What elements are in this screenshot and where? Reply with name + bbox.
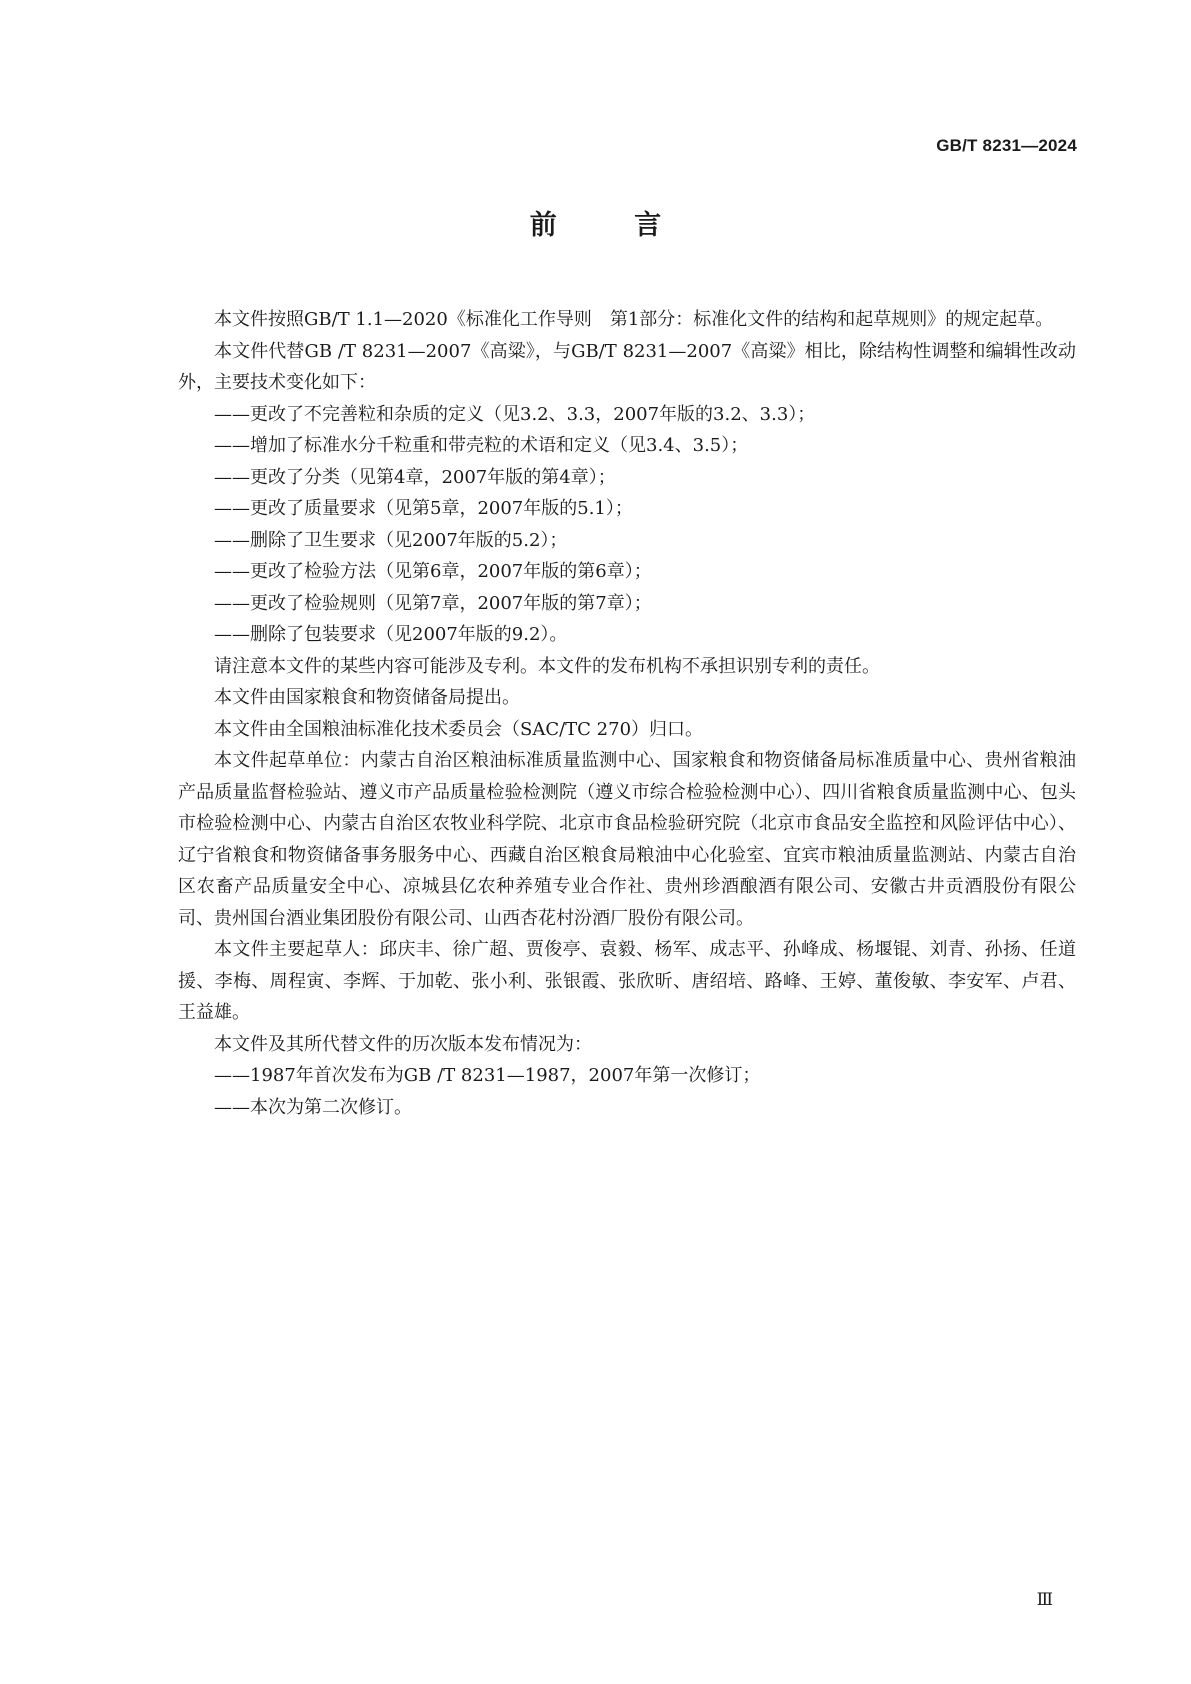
- document-body: [178, 304, 1076, 1123]
- list-item: ——删除了包装要求（见2007年版的9.2）。: [214, 624, 568, 645]
- list-item: ——更改了质量要求（见第5章，2007年版的5.1）；: [214, 498, 633, 519]
- list-item: ——更改了分类（见第4章，2007年版的第4章）；: [214, 466, 616, 488]
- drafting-basis-paragraph: 本文件按照GB/T 1.1—2020《标准化工作导则 第1部分：标准化文件的结构和起草规则》的规定起草。: [214, 309, 1054, 330]
- list-item: ——更改了不完善粒和杂质的定义（见3.2、3.3，2007年版的3.2、3.3）；: [214, 403, 816, 425]
- list-item: ——更改了检验方法（见第6章，2007年版的第6章）；: [214, 561, 652, 582]
- version-history-list: [178, 1060, 1076, 1123]
- drafters-paragraph: 本文件主要起草人：邱庆丰、徐广超、贾俊亭、袁毅、杨军、成志平、孙峰成、杨堰锟、刘青、孙扬、任道援、李梅、周程寅、李辉、于加乾、张小利、张银霞、张欣昕、唐绍培、路峰、王婷、董俊敏、李安军、卢君、王益雄。: [178, 939, 1076, 1023]
- list-item: ——更改了检验规则（见第7章，2007年版的第7章）；: [214, 592, 652, 614]
- page-title: 前 言: [529, 210, 696, 241]
- technical-changes-list: [178, 399, 1076, 651]
- list-item: ——1987年首次发布为GB /T 8231—1987，2007年第一次修订；: [214, 1065, 761, 1086]
- page-number: Ⅲ: [1036, 1590, 1053, 1610]
- version-history-paragraph: 本文件及其所代替文件的历次版本发布情况为：: [214, 1033, 592, 1055]
- list-item: ——删除了卫生要求（见2007年版的5.2）；: [214, 529, 568, 551]
- committee-paragraph: 本文件由全国粮油标准化技术委员会（SAC/TC 270）归口。: [214, 718, 704, 740]
- replacement-paragraph: 本文件代替GB /T 8231—2007《高粱》，与GB/T 8231—2007《高粱》相比，除结构性调整和编辑性改动外，主要技术变化如下：: [178, 340, 1076, 393]
- patent-notice-paragraph: 请注意本文件的某些内容可能涉及专利。本文件的发布机构不承担识别专利的责任。: [214, 655, 880, 677]
- standard-code: GB/T 8231—2024: [936, 136, 1077, 155]
- proposer-paragraph: 本文件由国家粮食和物资储备局提出。: [214, 687, 520, 708]
- drafting-units-paragraph: 本文件起草单位：内蒙古自治区粮油标准质量监测中心、国家粮食和物资储备局标准质量中心、贵州省粮油产品质量监督检验站、遵义市产品质量检验检测院（遵义市综合检验检测中心）、四川省粮食质量监测中心、包头市检验检测中心、内蒙古自治区农牧业科学院、北京市食品检验研究院（北京市食品安全监控和风险评估中心）、辽宁省粮食和物资储备事务服务中心、西藏自治区粮食局粮油中心化验室、宜宾市粮油质量监测站、内蒙古自治区农畜产品质量安全中心、凉城县亿农种养殖专业合作社、贵州珍酒酿酒有限公司、安徽古井贡酒股份有限公司、贵州国台酒业集团股份有限公司、山西杏花村汾酒厂股份有限公司。: [178, 750, 1076, 929]
- list-item: ——本次为第二次修订。: [214, 1096, 412, 1118]
- list-item: ——增加了标准水分千粒重和带壳粒的术语和定义（见3.4、3.5）；: [214, 435, 749, 456]
